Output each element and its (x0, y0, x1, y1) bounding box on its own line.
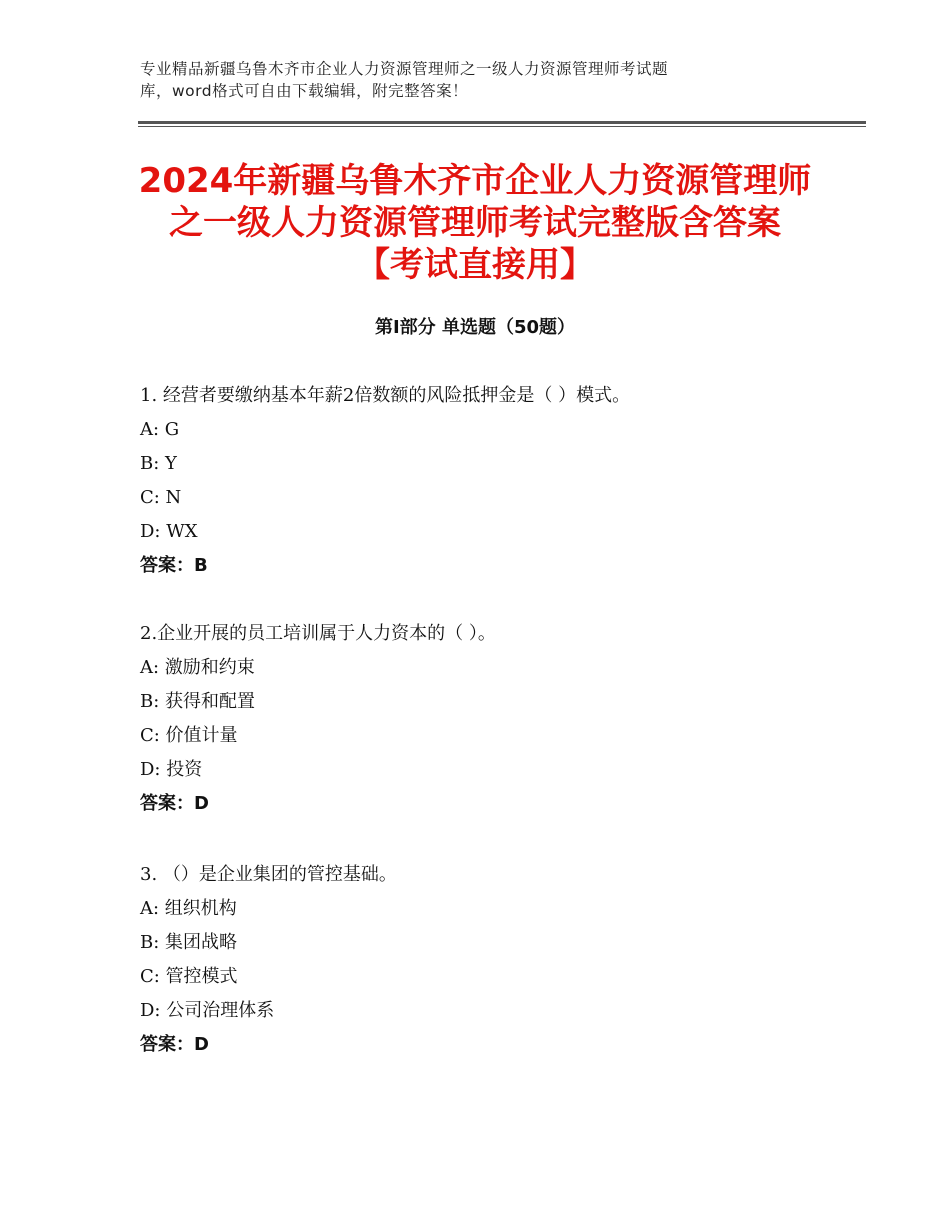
answer: 答案：D (140, 793, 209, 814)
option-d: D: 投资 (140, 759, 203, 780)
header-divider-thin (138, 126, 866, 127)
header-note-line-2: 库，word格式可自由下载编辑，附完整答案！ (140, 82, 469, 100)
option-d: D: WX (140, 521, 198, 542)
document-title (120, 160, 830, 286)
section-heading: 第Ⅰ部分 单选题（50题） (374, 317, 575, 338)
header-note (140, 58, 780, 102)
question-stem: 3. （）是企业集团的管控基础。 (140, 864, 397, 885)
answer: 答案：D (140, 1034, 209, 1055)
answer: 答案：B (140, 555, 208, 576)
header-divider-thick (138, 121, 866, 124)
question-stem: 2.企业开展的员工培训属于人力资本的（ ）。 (140, 623, 496, 644)
option-c: C: 管控模式 (140, 966, 238, 987)
option-c: C: N (140, 487, 182, 508)
option-b: B: 获得和配置 (140, 691, 256, 712)
question-2 (140, 622, 840, 826)
title-line-3: 【考试直接用】 (356, 245, 594, 285)
option-c: C: 价值计量 (140, 725, 238, 746)
option-b: B: 集团战略 (140, 932, 238, 953)
question-3 (140, 863, 840, 1067)
question-stem: 1. 经营者要缴纳基本年薪2倍数额的风险抵押金是（ ）模式。 (140, 385, 631, 406)
option-d: D: 公司治理体系 (140, 1000, 275, 1021)
option-a: A: G (140, 419, 180, 440)
question-1 (140, 384, 840, 588)
option-a: A: 组织机构 (140, 898, 237, 919)
header-note-line-1: 专业精品新疆乌鲁木齐市企业人力资源管理师之一级人力资源管理师考试题 (140, 60, 669, 78)
title-line-1: 2024年新疆乌鲁木齐市企业人力资源管理师 (138, 161, 812, 201)
option-b: B: Y (140, 453, 177, 474)
option-a: A: 激励和约束 (140, 657, 255, 678)
title-line-2: 之一级人力资源管理师考试完整版含答案 (169, 203, 781, 243)
